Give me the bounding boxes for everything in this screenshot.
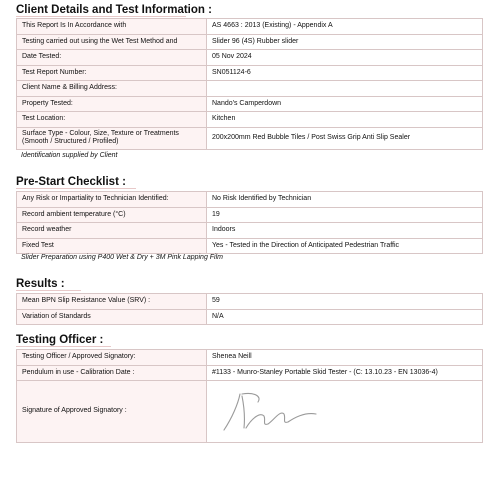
row-value: Shenea Neill — [207, 350, 483, 366]
row-value: Nando's Camperdown — [207, 96, 483, 112]
table-row — [17, 381, 483, 443]
row-label: Testing carried out using the Wet Test Method and — [17, 34, 207, 50]
row-label: This Report Is In Accordance with — [17, 19, 207, 35]
table-row — [17, 127, 483, 149]
row-value: 05 Nov 2024 — [207, 50, 483, 66]
signature-cell — [207, 381, 483, 443]
row-value: Slider 96 (4S) Rubber slider — [207, 34, 483, 50]
table-row — [17, 294, 483, 310]
client-section-title: Client Details and Test Information : — [16, 4, 212, 16]
officer-table — [16, 349, 483, 443]
table-row — [17, 309, 483, 325]
row-label: Fixed Test — [17, 238, 207, 254]
table-row — [17, 50, 483, 66]
row-label: Any Risk or Impartiality to Technician Identified: — [17, 192, 207, 208]
row-label: Property Tested: — [17, 96, 207, 112]
table-row — [17, 350, 483, 366]
row-label: Testing Officer / Approved Signatory: — [17, 350, 207, 366]
table-row — [17, 238, 483, 254]
client-details-table — [16, 18, 483, 150]
row-value: #1133 - Munro-Stanley Portable Skid Tester - (C: 13.10.23 - EN 13036-4) — [207, 365, 483, 381]
results-title-underline — [16, 290, 81, 291]
row-value: Kitchen — [207, 112, 483, 128]
row-label: Record weather — [17, 223, 207, 239]
results-section-title: Results : — [16, 278, 65, 290]
row-value: N/A — [207, 309, 483, 325]
table-row — [17, 65, 483, 81]
client-note: Identification supplied by Client — [21, 152, 118, 159]
row-value: 200x200mm Red Bubble Tiles / Post Swiss Grip Anti Slip Sealer — [207, 127, 483, 149]
row-label: Test Report Number: — [17, 65, 207, 81]
row-value: Yes - Tested in the Direction of Anticipated Pedestrian Traffic — [207, 238, 483, 254]
row-label: Date Tested: — [17, 50, 207, 66]
table-row — [17, 207, 483, 223]
row-label: Record ambient temperature (°C) — [17, 207, 207, 223]
prestart-section-title: Pre-Start Checklist : — [16, 176, 126, 188]
row-label: Surface Type - Colour, Size, Texture or Treatments (Smooth / Structured / Profiled) — [17, 127, 207, 149]
table-row — [17, 34, 483, 50]
table-row — [17, 19, 483, 35]
row-label: Pendulum in use - Calibration Date : — [17, 365, 207, 381]
table-row — [17, 96, 483, 112]
row-value: 19 — [207, 207, 483, 223]
officer-section-title: Testing Officer : — [16, 334, 104, 346]
row-label: Test Location: — [17, 112, 207, 128]
signature-image — [218, 388, 338, 436]
prestart-note: Slider Preparation using P400 Wet & Dry + 3M Pink Lapping Film — [21, 254, 223, 261]
row-label: Variation of Standards — [17, 309, 207, 325]
prestart-table — [16, 191, 483, 254]
table-row — [17, 192, 483, 208]
row-value: No Risk Identified by Technician — [207, 192, 483, 208]
row-value: Indoors — [207, 223, 483, 239]
row-value — [207, 81, 483, 97]
client-title-underline — [16, 16, 186, 17]
row-label: Signature of Approved Signatory : — [17, 381, 207, 443]
table-row — [17, 112, 483, 128]
row-label: Mean BPN Slip Resistance Value (SRV) : — [17, 294, 207, 310]
row-value: AS 4663 : 2013 (Existing) - Appendix A — [207, 19, 483, 35]
officer-title-underline — [16, 346, 111, 347]
row-value: 59 — [207, 294, 483, 310]
row-label: Client Name & Billing Address: — [17, 81, 207, 97]
table-row — [17, 223, 483, 239]
results-table — [16, 293, 483, 325]
table-row — [17, 81, 483, 97]
table-row — [17, 365, 483, 381]
row-value: SN051124-6 — [207, 65, 483, 81]
prestart-title-underline — [16, 188, 136, 189]
